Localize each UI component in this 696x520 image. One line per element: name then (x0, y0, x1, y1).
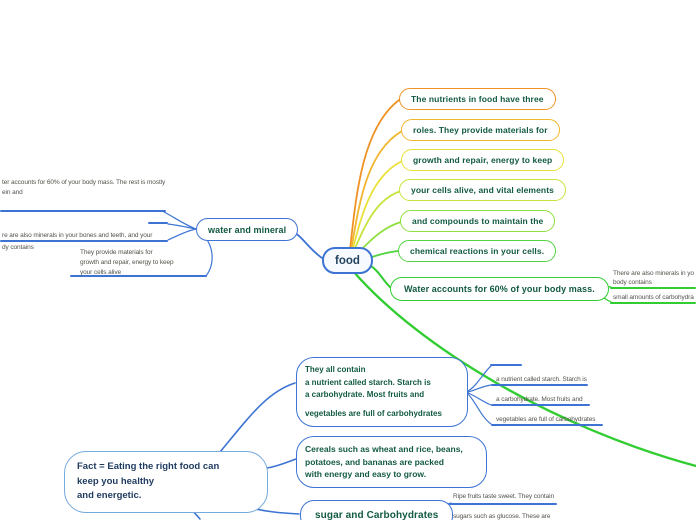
node-nutrient-5[interactable]: and compounds to maintain the (400, 210, 555, 232)
annotation-carbs-right[interactable] (613, 293, 694, 303)
node-line: and energetic. (77, 490, 142, 501)
node-water-mass[interactable]: Water accounts for 60% of your body mass. (390, 277, 609, 301)
annotation-starch-3[interactable] (496, 415, 595, 425)
branch-food-nutrient-1 (350, 100, 399, 250)
node-line: potatoes, and bananas are packed (305, 456, 444, 467)
annotation-empty-node[interactable] (148, 222, 168, 224)
annotation-underline[interactable] (610, 287, 696, 289)
annotation-line: a nutrient called starch. Starch is (496, 376, 587, 383)
annotation-line: small amounts of carbohydra (613, 294, 694, 301)
annotation-line: Ripe fruits taste sweet. They contain (453, 493, 554, 500)
branch-food-watermass (371, 266, 391, 288)
node-starch[interactable] (296, 357, 468, 427)
annotation-line: There are also minerals in yo (613, 270, 694, 277)
node-line: Fact = Eating the right food can (77, 461, 220, 472)
annotation-line: your cells alive (80, 269, 122, 276)
node-line: keep you healthy (77, 475, 155, 487)
annotation-line: sugars such as glucose. These are (453, 513, 551, 520)
node-nutrient-3[interactable]: growth and repair, energy to keep (401, 149, 564, 171)
branch-fact-starch (220, 383, 295, 452)
node-line: vegetables are full of carbohydrates (305, 408, 442, 418)
node-line: They all contain (305, 365, 366, 374)
annotation-underline[interactable] (449, 503, 557, 505)
node-nutrient-4[interactable]: your cells alive, and vital elements (399, 179, 566, 201)
annotation-starch-2[interactable] (496, 395, 583, 405)
node-nutrient-1[interactable]: The nutrients in food have three (399, 88, 556, 110)
annotation-line: a carbohydrate. Most fruits and (496, 396, 583, 403)
annotation-underline[interactable] (0, 210, 166, 212)
annotation-starch-1[interactable] (496, 375, 587, 385)
annotation-minerals-bones-2[interactable] (2, 243, 34, 253)
node-fact[interactable] (64, 451, 268, 513)
annotation-line: ter accounts for 60% of your body mass. The rest is mostly (2, 179, 166, 186)
node-nutrient-2[interactable]: roles. They provide materials for (401, 119, 560, 141)
branch-watermineral-ann-empty (168, 224, 196, 229)
branch-fact-cereals (267, 459, 296, 468)
annotation-line: growth and repair, energy to keep (80, 259, 174, 266)
annotation-empty-node[interactable] (490, 364, 522, 366)
node-line: a carbohydrate. Most fruits and (305, 390, 425, 399)
node-line: Cereals such as wheat and rice, beans, (305, 444, 463, 454)
annotation-line: body contains (613, 279, 652, 286)
node-cereals[interactable] (296, 436, 487, 488)
annotation-provide-materials[interactable] (80, 248, 174, 278)
branch-food-nutrient-6 (372, 251, 398, 257)
node-food[interactable]: food (322, 247, 373, 274)
annotation-line: vegetables are full of carbohydrates (496, 416, 596, 423)
branch-food-nutrient-2 (351, 131, 402, 251)
node-line: with energy and easy to grow. (305, 469, 427, 479)
annotation-sugars-glucose[interactable] (453, 512, 550, 520)
annotation-water-mass-rest[interactable] (0, 178, 174, 200)
annotation-ripe-fruits[interactable] (453, 492, 554, 502)
node-sugar[interactable]: sugar and Carbohydrates (300, 500, 453, 520)
annotation-minerals-right[interactable] (613, 269, 694, 287)
node-line: a nutrient called starch. Starch is (305, 377, 431, 387)
annotation-line: They provide materials for (80, 249, 153, 256)
annotation-line: re are also minerals in your bones and teeth, and your (2, 232, 153, 239)
annotation-line: ein and (2, 189, 23, 196)
annotation-line: dy contains (2, 244, 34, 251)
node-nutrient-6[interactable]: chemical reactions in your cells. (398, 240, 556, 262)
node-water-and-mineral[interactable]: water and mineral (196, 218, 298, 241)
annotation-minerals-bones[interactable] (0, 231, 174, 241)
